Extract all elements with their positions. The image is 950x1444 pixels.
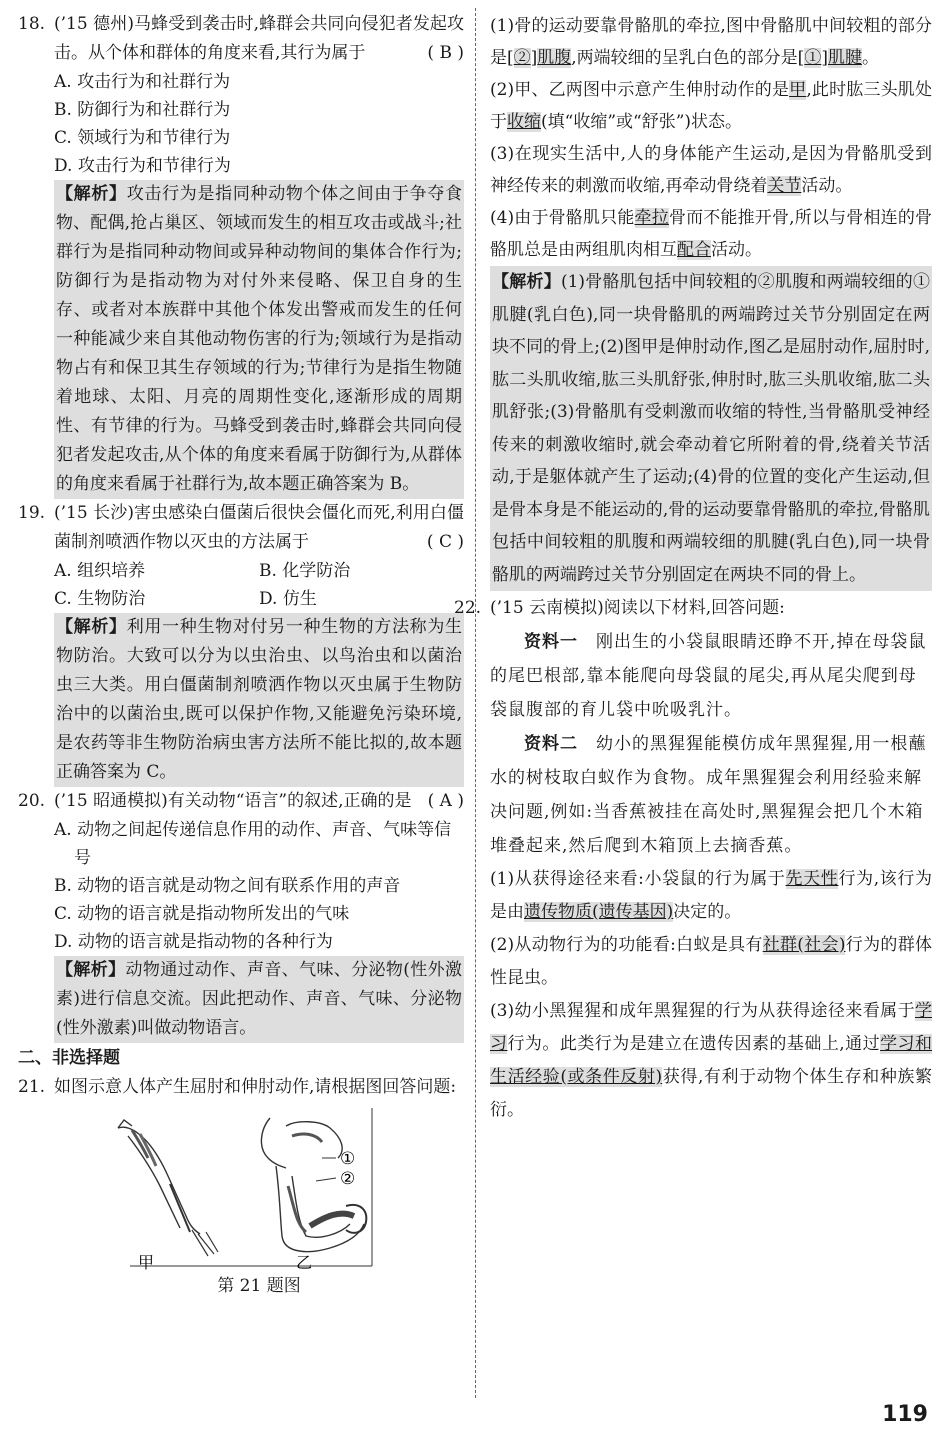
analysis-box <box>54 180 464 499</box>
label-yi: 乙 <box>296 1253 313 1272</box>
option: A. 动物之间起传递信息作用的动作、声音、气味等信号 <box>54 820 452 868</box>
q21-part-4: (4)由于骨骼肌只能牵拉骨而不能推开骨,所以与骨相连的骨骼肌总是由两组肌肉相互配合活动。 <box>490 208 933 260</box>
answer-blank: 学习和生活经验(或条件反射) <box>490 1034 933 1087</box>
option-row <box>18 557 464 585</box>
option: C. 生物防治 <box>54 589 146 609</box>
answer-blank: 学习 <box>490 1001 932 1054</box>
answer-blank: 肌腱 <box>827 48 862 68</box>
label-1: ① <box>340 1149 356 1169</box>
q21-part-1: (1)骨的运动要靠骨骼肌的牵拉,图中骨骼肌中间较粗的部分是[②]肌腹,两端较细的呈乳白色的部分是[①]肌腱。 <box>490 16 932 68</box>
answer-blank: 肌腹 <box>537 48 572 68</box>
analysis-box <box>54 956 464 1043</box>
option-row <box>18 585 464 613</box>
answer-blank: 社群(社会) <box>762 935 846 955</box>
answer-blank: 牵拉 <box>634 208 669 228</box>
analysis-tag: 【解析】 <box>56 960 126 980</box>
material-2: 资料二 幼小的黑猩猩能模仿成年黑猩猩,用一根蘸水的树枝取白蚁作为食物。成年黑猩猩会利用经验来解决问题,例如:当香蕉被挂在高处时,黑猩猩会把几个木箱堆叠起来,然后爬到木箱顶上去摘香蕉。 <box>490 734 927 856</box>
answer-choice: ( A ) <box>427 791 464 811</box>
left-column <box>18 10 464 1298</box>
option: B. 防御行为和社群行为 <box>54 100 231 120</box>
question-stem: (’15 德州)马蜂受到袭击时,蜂群会共同向侵犯者发起攻击。从个体和群体的角度来看,其行为属于 ( B ) <box>54 10 464 68</box>
figure-21 <box>110 1106 430 1274</box>
right-column <box>454 10 933 1127</box>
question-stem: (’15 昭通模拟)有关动物“语言”的叙述,正确的是 ( A ) <box>54 787 464 816</box>
option: C. 领域行为和节律行为 <box>54 128 231 148</box>
material-tag: 资料一 <box>524 632 578 652</box>
question-number: 22. <box>454 598 482 618</box>
option: D. 攻击行为和节律行为 <box>54 156 231 176</box>
answer-blank: 甲 <box>789 80 807 100</box>
option: A. 组织培养 <box>54 561 146 581</box>
analysis-tag: 【解析】 <box>56 184 127 204</box>
question-20 <box>18 787 464 1043</box>
q21-part-2: (2)甲、乙两图中示意产生伸肘动作的是甲,此时肱三头肌处于收缩(填“收缩”或“舒张”)状态。 <box>490 80 932 132</box>
section-heading: 二、非选择题 <box>18 1048 120 1068</box>
answer-blank: ② <box>513 48 531 68</box>
question-number: 21. <box>18 1077 46 1097</box>
analysis-text: 动物通过动作、声音、气味、分泌物(性外激素)进行信息交流。因此把动作、声音、气味、分泌物(性外激素)叫做动物语言。 <box>56 960 463 1038</box>
q22-part-2: (2)从动物行为的功能看:白蚁是具有社群(社会)行为的群体性昆虫。 <box>490 935 933 988</box>
q22-part-1: (1)从获得途径来看:小袋鼠的行为属于先天性行为,该行为是由遗传物质(遗传基因)决定的。 <box>490 869 933 922</box>
option: B. 动物的语言就是动物之间有联系作用的声音 <box>54 876 401 896</box>
analysis-text: 利用一种生物对付另一种生物的方法称为生物防治。大致可以分为以虫治虫、以鸟治虫和以菌治虫三大类。用白僵菌制剂喷洒作物以灭虫属于生物防治中的以菌治虫,既可以保护作物,又能避免污染环境,是农药等非生物防治病虫害方法所不能比拟的,故本题正确答案为 C。 <box>56 617 463 782</box>
analysis-tag: 【解析】 <box>56 617 127 637</box>
question-stem: 如图示意人体产生屈肘和伸肘动作,请根据图回答问题: <box>54 1077 457 1097</box>
answer-blank: 遗传物质(遗传基因) <box>524 902 674 922</box>
figure-caption: 第 21 题图 <box>217 1276 301 1296</box>
analysis-tag: 【解析】 <box>492 272 561 292</box>
option: D. 动物的语言就是指动物的各种行为 <box>54 932 333 952</box>
analysis-box <box>54 613 464 787</box>
answer-blank: 先天性 <box>785 869 839 889</box>
question-18 <box>18 10 464 499</box>
page-number: 119 <box>882 1402 928 1427</box>
question-22 <box>454 591 932 1127</box>
material-1: 资料一 刚出生的小袋鼠眼睛还睁不开,掉在母袋鼠的尾巴根部,靠本能爬向母袋鼠的尾尖,再从尾尖爬到母袋鼠腹部的育儿袋中吮吸乳汁。 <box>490 632 927 720</box>
answer-blank: ① <box>804 48 822 68</box>
material-tag: 资料二 <box>524 734 578 754</box>
option: D. 仿生 <box>259 589 317 609</box>
label-2: ② <box>340 1169 356 1189</box>
answer-blank: 收缩 <box>507 112 541 132</box>
question-number: 18. <box>18 14 46 34</box>
analysis-text: (1)骨骼肌包括中间较粗的②肌腹和两端较细的①肌腱(乳白色),同一块骨骼肌的两端跨过关节分别固定在两块不同的骨上;(2)图甲是伸肘动作,图乙是屈肘动作,屈肘时,肱二头肌收缩,肱三头肌舒张,伸肘时,肱三头肌收缩,肱二头肌舒张;(3)骨骼肌有受刺激而收缩的特性,当骨骼肌受神经传来的刺激收缩时,就会牵动着它所附着的骨,绕着关节活动,于是躯体就产生了运动;(4)骨的位置的变化产生运动,但是骨本身是不能运动的,骨的运动要靠骨骼肌的牵拉,骨骼肌包括中间较粗的肌腹和两端较细的肌腱(乳白色),同一块骨骼肌的两端跨过关节分别固定在两块不同的骨上。 <box>492 272 930 585</box>
question-21-stem <box>18 1073 464 1298</box>
answer-choice: ( B ) <box>427 43 464 63</box>
label-jia: 甲 <box>138 1253 155 1272</box>
answer-choice: ( C ) <box>426 532 464 552</box>
option: C. 动物的语言就是指动物所发出的气味 <box>54 904 350 924</box>
answer-blank: 关节 <box>767 176 802 196</box>
question-21-parts <box>490 10 932 591</box>
q22-part-3: (3)幼小黑猩猩和成年黑猩猩的行为从获得途径来看属于学习行为。此类行为是建立在遗传因素的基础上,通过学习和生活经验(或条件反射)获得,有利于动物个体生存和种族繁衍。 <box>490 1001 933 1120</box>
question-stem: (’15 云南模拟)阅读以下材料,回答问题: <box>490 598 785 618</box>
analysis-box <box>490 266 932 591</box>
arm-extended-illustration <box>118 1120 218 1256</box>
question-number: 20. <box>18 791 46 811</box>
question-number: 19. <box>18 503 46 523</box>
answer-blank: 配合 <box>677 240 711 260</box>
question-stem: (’15 长沙)害虫感染白僵菌后很快会僵化而死,利用白僵菌制剂喷洒作物以灭虫的方法属于 ( C ) <box>54 499 464 557</box>
question-19 <box>18 499 464 787</box>
q21-part-3: (3)在现实生活中,人的身体能产生运动,是因为骨骼肌受到神经传来的刺激而收缩,再牵动骨绕着关节活动。 <box>490 144 932 196</box>
analysis-text: 攻击行为是指同种动物个体之间由于争夺食物、配偶,抢占巢区、领域而发生的相互攻击或战斗;社群行为是指同种动物间或异种动物间的集体合作行为;防御行为是指动物为对付外来侵略、保卫自身的生存、或者对本族群中其他个体发出警戒而发生的任何一种能减少来自其他动物伤害的行为;领域行为是指动物占有和保卫其生存领域的行为;节律行为是指生物随着地球、太阳、月亮的周期性变化,逐渐形成的周期性、有节律的行为。马蜂受到袭击时,蜂群会共同向侵犯者发起攻击,从个体的角度来看属于防御行为,从群体的角度来看属于社群行为,故本题正确答案为 B。 <box>56 184 463 494</box>
arm-diagram <box>110 1106 430 1274</box>
option: B. 化学防治 <box>259 561 351 581</box>
option: A. 攻击行为和社群行为 <box>54 72 231 92</box>
